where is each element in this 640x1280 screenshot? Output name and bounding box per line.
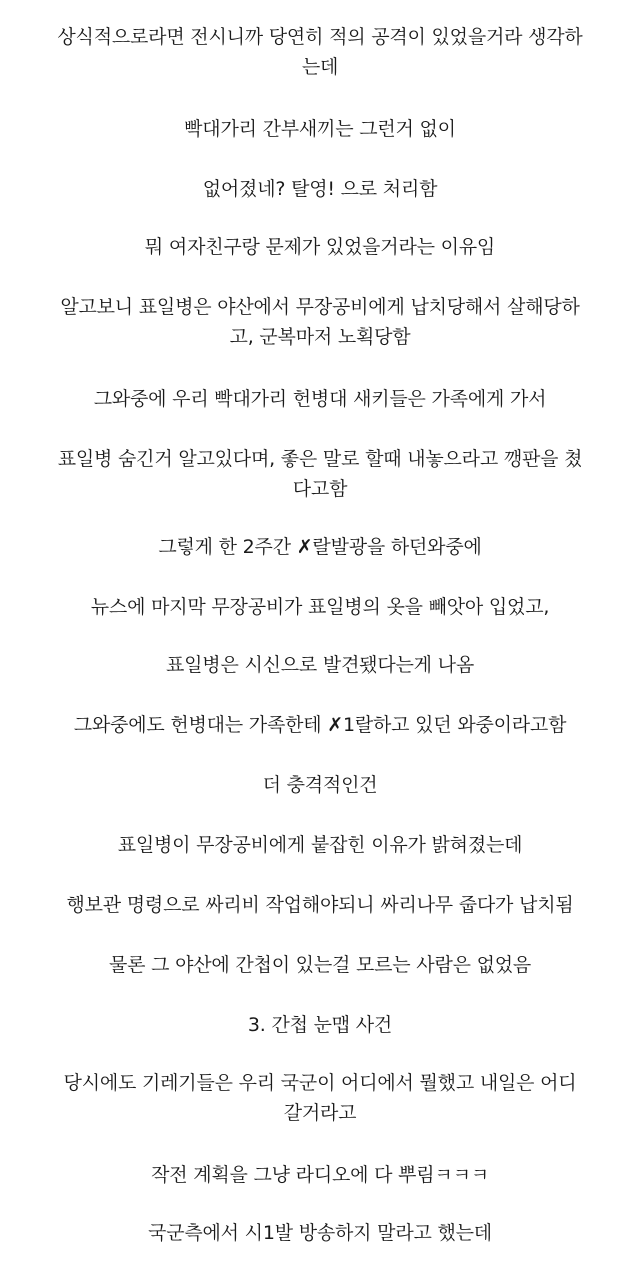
paragraph: 뭐 여자친구랑 문제가 있었을거라는 이유임 [144,236,496,258]
paragraph: 물론 그 야산에 간첩이 있는걸 모르는 사람은 없었음 [108,954,532,976]
paragraph: 표일병이 무장공비에게 붙잡힌 이유가 밝혀졌는데 [117,834,523,856]
paragraph: 더 충격적인건 [262,774,378,796]
paragraph: 뉴스에 마지막 무장공비가 표일병의 옷을 빼앗아 입었고, [90,596,550,618]
paragraph: 작전 계획을 그냥 라디오에 다 뿌림ㅋㅋㅋ [151,1164,489,1186]
section-heading: 3. 간첩 눈맵 사건 [247,1014,393,1036]
paragraph: 행보관 명령으로 싸리비 작업해야되니 싸리나무 줍다가 납치됨 [66,894,574,916]
paragraph: 표일병 숨긴거 알고있다며, 좋은 말로 할때 내놓으라고 깽판을 쳤 다고함 [57,448,583,500]
paragraph: 알고보니 표일병은 야산에서 무장공비에게 납치당해서 살해당하 고, 군복마저 노획당함 [60,296,580,348]
paragraph: 국군측에서 시1발 방송하지 말라고 했는데 [148,1222,492,1244]
paragraph: 상식적으로라면 전시니까 당연히 적의 공격이 있었을거라 생각하 는데 [57,26,583,78]
paragraph: 없어졌네? 탈영! 으로 처리함 [202,178,438,200]
paragraph: 빡대가리 간부새끼는 그런거 없이 [184,118,456,140]
paragraph: 표일병은 시신으로 발견됐다는게 나옴 [166,654,474,676]
paragraph: 그와중에도 헌병대는 가족한테 ✗1랄하고 있던 와중이라고함 [73,714,567,736]
paragraph: 그렇게 한 2주간 ✗랄발광을 하던와중에 [158,536,482,558]
paragraph: 당시에도 기레기들은 우리 국군이 어디에서 뭘했고 내일은 어디 갈거라고 [63,1072,577,1124]
paragraph: 그와중에 우리 빡대가리 헌병대 새키들은 가족에게 가서 [93,388,547,410]
